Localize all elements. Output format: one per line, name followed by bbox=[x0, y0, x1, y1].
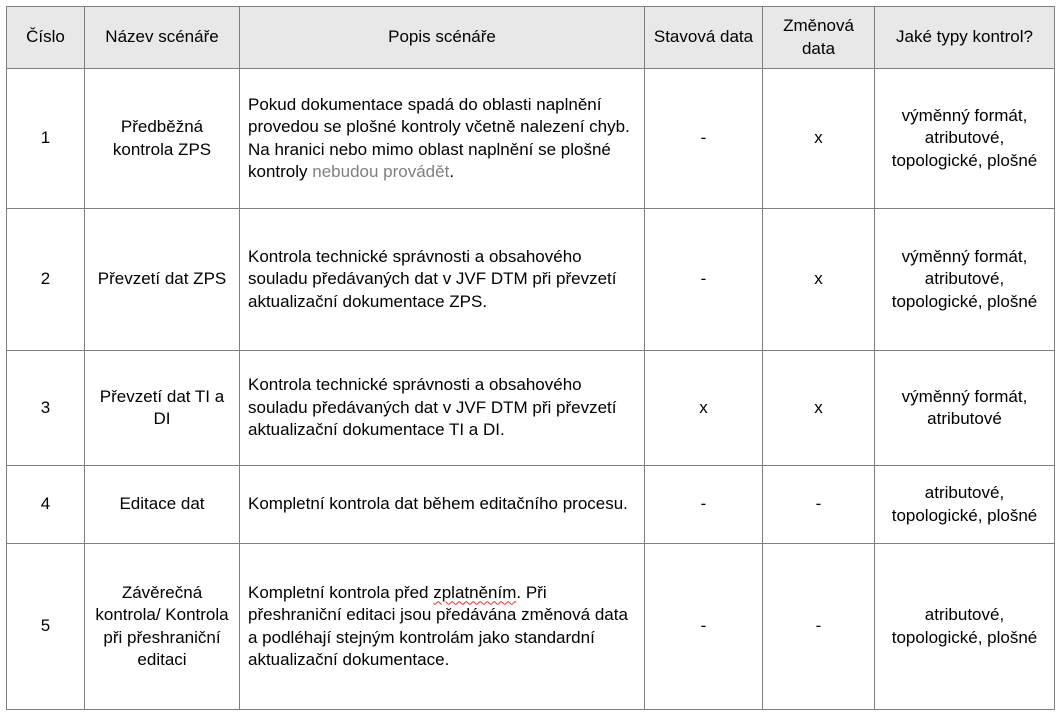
cell-change-data: x bbox=[763, 209, 875, 351]
cell-state-data: - bbox=[645, 544, 763, 710]
cell-number: 4 bbox=[7, 466, 85, 544]
column-header-control-types: Jaké typy kontrol? bbox=[875, 7, 1055, 69]
cell-scenario-name: Editace dat bbox=[85, 466, 240, 544]
description-text-muted: nebudou provádět bbox=[312, 161, 450, 181]
table-row bbox=[7, 351, 1055, 466]
cell-scenario-description bbox=[240, 69, 645, 209]
cell-number: 2 bbox=[7, 209, 85, 351]
cell-change-data: x bbox=[763, 351, 875, 466]
column-header-change-data: Změnová data bbox=[763, 7, 875, 69]
cell-scenario-name: Závěrečná kontrola/ Kontrola při přeshraniční editaci bbox=[85, 544, 240, 710]
column-header-scenario-name: Název scénáře bbox=[85, 7, 240, 69]
cell-number: 3 bbox=[7, 351, 85, 466]
description-text-part-2: . bbox=[449, 161, 455, 181]
table-row bbox=[7, 209, 1055, 351]
cell-number: 5 bbox=[7, 544, 85, 710]
cell-scenario-name: Převzetí dat TI a DI bbox=[85, 351, 240, 466]
description-text-part-2: . Při přeshraniční editaci jsou předávána změnová data a podléhají stejným kontrolám jako standardní aktualizační dokumentace. bbox=[248, 582, 628, 669]
table-row bbox=[7, 69, 1055, 209]
cell-change-data: - bbox=[763, 466, 875, 544]
cell-change-data: - bbox=[763, 544, 875, 710]
cell-control-types: výměnný formát, atributové, topologické, plošné bbox=[875, 209, 1055, 351]
cell-scenario-name: Předběžná kontrola ZPS bbox=[85, 69, 240, 209]
cell-control-types: výměnný formát, atributové, topologické, plošné bbox=[875, 69, 1055, 209]
cell-control-types: výměnný formát, atributové bbox=[875, 351, 1055, 466]
cell-scenario-name: Převzetí dat ZPS bbox=[85, 209, 240, 351]
cell-state-data: - bbox=[645, 466, 763, 544]
table-body bbox=[7, 69, 1055, 710]
cell-control-types: atributové, topologické, plošné bbox=[875, 544, 1055, 710]
cell-state-data: x bbox=[645, 351, 763, 466]
cell-scenario-description: Kontrola technické správnosti a obsahového souladu předávaných dat v JVF DTM při převzetí aktualizační dokumentace ZPS. bbox=[240, 209, 645, 351]
scenario-table bbox=[6, 6, 1055, 710]
description-text-part-1: Kompletní kontrola před bbox=[248, 582, 434, 602]
column-header-state-data: Stavová data bbox=[645, 7, 763, 69]
cell-state-data: - bbox=[645, 209, 763, 351]
table-row bbox=[7, 544, 1055, 710]
description-text-part-1: Pokud dokumentace spadá do oblasti naplnění provedou se plošné kontroly včetně nalezení chyb. Na hranici nebo mimo oblast naplnění se plošné kontroly bbox=[248, 94, 630, 181]
cell-scenario-description bbox=[240, 544, 645, 710]
cell-control-types: atributové, topologické, plošné bbox=[875, 466, 1055, 544]
cell-state-data: - bbox=[645, 69, 763, 209]
cell-change-data: x bbox=[763, 69, 875, 209]
cell-scenario-description: Kompletní kontrola dat během editačního procesu. bbox=[240, 466, 645, 544]
table-row bbox=[7, 466, 1055, 544]
table-header bbox=[7, 7, 1055, 69]
description-text-spellcheck: zplatněním bbox=[433, 582, 517, 602]
column-header-number: Číslo bbox=[7, 7, 85, 69]
table-header-row bbox=[7, 7, 1055, 69]
column-header-scenario-description: Popis scénáře bbox=[240, 7, 645, 69]
cell-scenario-description: Kontrola technické správnosti a obsahového souladu předávaných dat v JVF DTM při převzetí aktualizační dokumentace TI a DI. bbox=[240, 351, 645, 466]
cell-number: 1 bbox=[7, 69, 85, 209]
